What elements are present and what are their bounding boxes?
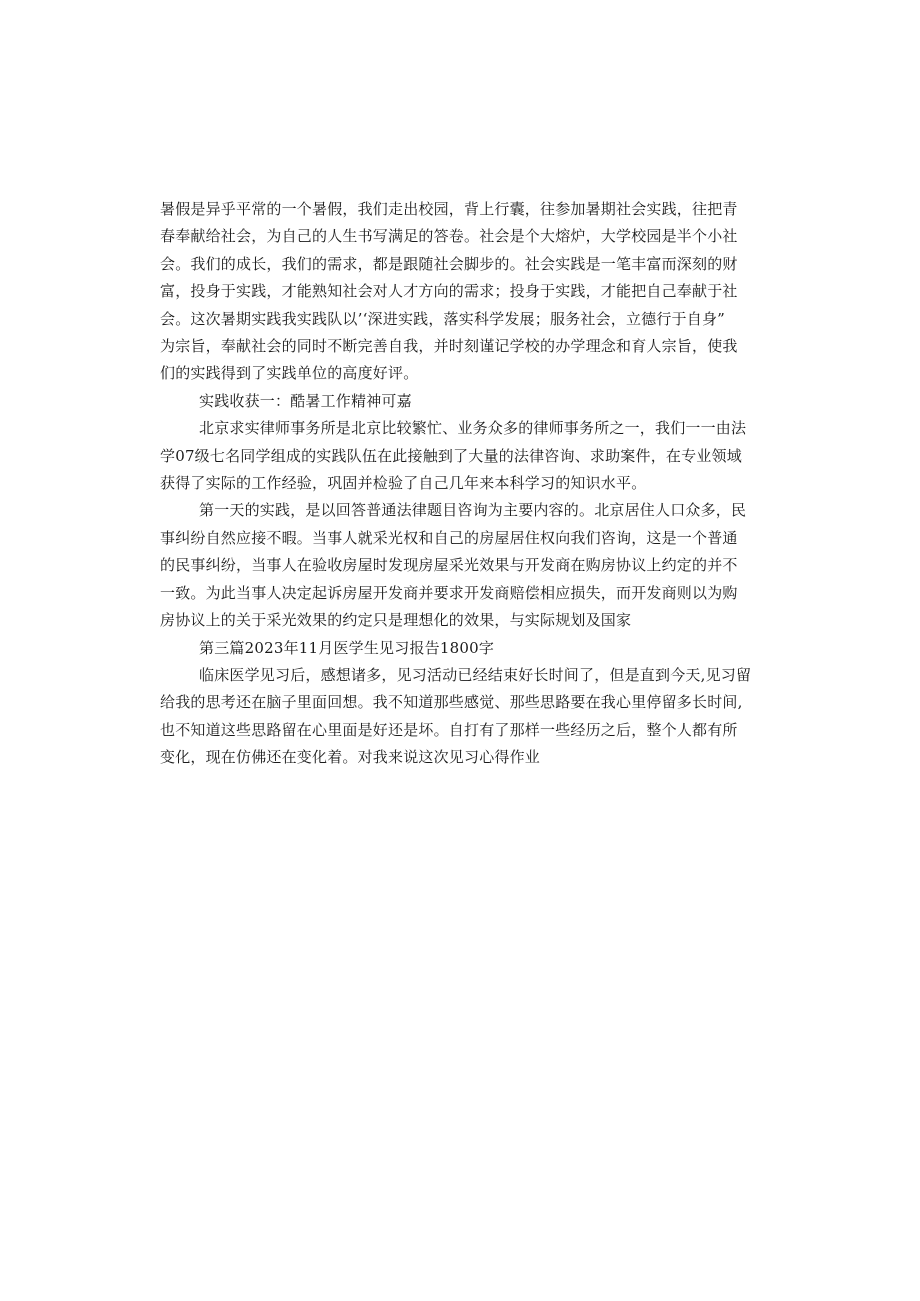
text-line: 第三篇2023年11月医学生见习报告1800字 (199, 638, 495, 657)
text-line: 事纠纷自然应接不暇。当事人就采光权和自己的房屋居住权向我们咨询，这是一个普通 (160, 528, 738, 547)
text-line: 一致。为此当事人决定起诉房屋开发商并要求开发商赔偿相应损失，而开发商则以为购 (160, 583, 738, 602)
text-line: 富，投身于实践，才能熟知社会对人才方向的需求；投身于实践，才能把自己奉献于社 (160, 282, 738, 301)
section-heading (160, 635, 760, 662)
text-line: 给我的思考还在脑子里面回想。我不知道那些感觉、那些思路要在我心里停留多长时间, (160, 693, 743, 712)
text-line: 临床医学见习后，感想诸多，见习活动已经结束好长时间了，但是直到今天,见习留 (199, 665, 752, 684)
paragraph-intro (160, 196, 760, 388)
text-line: 变化，现在仿佛还在变化着。对我来说这次见习心得作业 (160, 748, 541, 767)
paragraph-first-day (160, 497, 760, 634)
text-line: 会。这次暑期实践我实践队以’‘深进实践，落实科学发展；服务社会，立德行于自身” (160, 309, 726, 328)
text-line: 实践收获一：酷暑工作精神可嘉 (199, 391, 412, 410)
paragraph-medical (160, 662, 760, 772)
text-line: 也不知道这些思路留在心里面是好还是坏。自打有了那样一些经历之后，整个人都有所 (160, 720, 738, 739)
section-heading (160, 388, 760, 415)
text-line: 房协议上的关于采光效果的约定只是理想化的效果，与实际规划及国家 (160, 611, 632, 630)
text-line: 暑假是异乎平常的一个暑假，我们走出校园，背上行囊，往参加暑期社会实践，往把青 (160, 200, 738, 218)
text-line: 春奉献给社会，为自己的人生书写满足的答卷。社会是个大熔炉，大学校园是半个小社 (160, 227, 738, 246)
text-line: 第一天的实践，是以回答普通法律题目咨询为主要内容的。北京居住人口众多，民 (199, 501, 747, 520)
paragraph-law-firm (160, 415, 760, 497)
text-line: 们的实践得到了实践单位的高度好评。 (160, 364, 419, 383)
document-body (160, 196, 760, 772)
text-line: 学07级七名同学组成的实践队伍在此接触到了大量的法律咨询、求助案件，在专业领域 (160, 446, 742, 465)
text-line: 的民事纠纷，当事人在验收房屋时发现房屋采光效果与开发商在购房协议上约定的并不 (160, 556, 738, 575)
text-line: 北京求实律师事务所是北京比较繁忙、业务众多的律师事务所之一，我们一一由法 (199, 419, 747, 438)
text-line: 会。我们的成长，我们的需求，都是跟随社会脚步的。社会实践是一笔丰富而深刻的财 (160, 254, 738, 273)
text-line: 为宗旨，奉献社会的同时不断完善自我，并时刻谨记学校的办学理念和育人宗旨，使我 (160, 337, 738, 356)
text-line: 获得了实际的工作经验，巩固并检验了自己几年来本科学习的知识水平。 (160, 474, 647, 493)
